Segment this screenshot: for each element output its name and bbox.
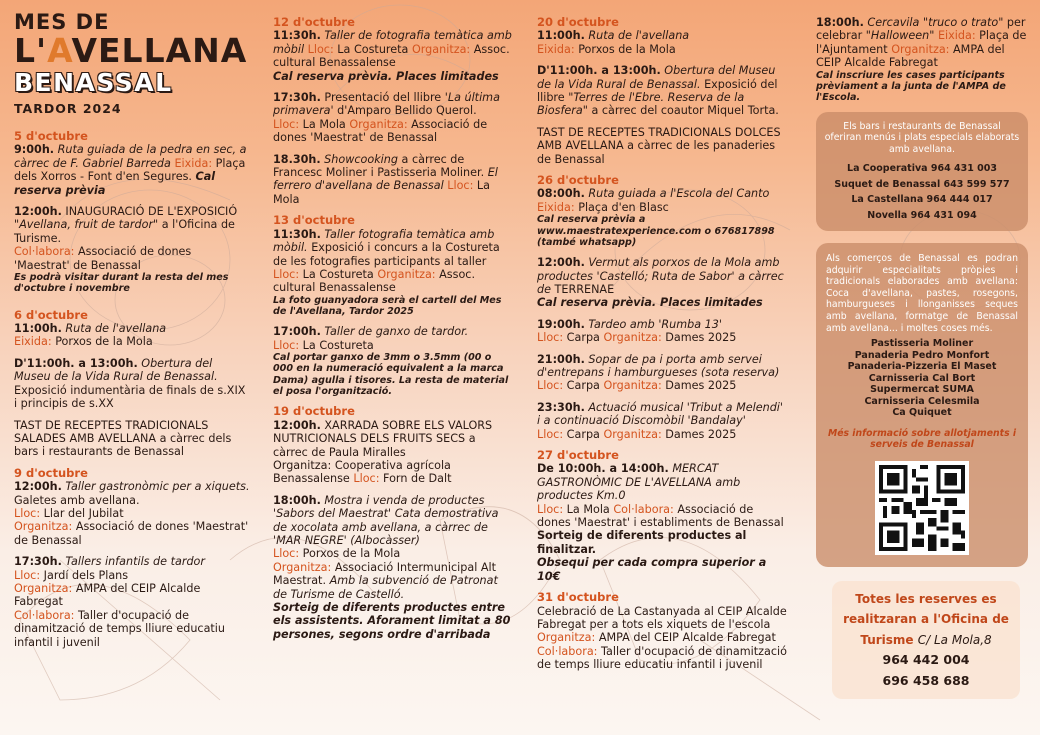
event-time: D'11:00h. a 13:00h.	[537, 64, 661, 78]
event-value: Dames 2025	[665, 331, 737, 345]
event-place: Plaça dels Xorros - Font d'en Segures.	[14, 156, 246, 184]
event-block	[273, 325, 513, 397]
event-block	[14, 322, 250, 349]
event-value: Amb la subvenció de Patronat de Turisme de Castelló.	[273, 574, 498, 601]
event-label: Organitza:	[349, 117, 408, 131]
event-block: TAST DE RECEPTES TRADICIONALS DOLCES AMB AVELLANA a càrrec de les panaderies de Benassal	[537, 125, 781, 166]
event-value: Taller d'ocupació de dinamització de temps lliure educatiu infantil i juvenil	[537, 644, 787, 672]
event-title: Showcooking	[324, 152, 398, 166]
event-label: Eixida:	[174, 156, 213, 170]
event-value: Dames 2025	[665, 379, 737, 393]
event-place: Porxos de la Mola	[55, 335, 153, 349]
event-time: 17:30h.	[14, 555, 62, 569]
event-block	[537, 256, 789, 310]
event-text: a càrrec de Francesc Moliner i Pastisseria Moliner.	[273, 152, 485, 180]
event-label: Organitza:	[537, 631, 596, 645]
event-label: Lloc:	[273, 117, 300, 131]
list-item: Pastisseria Moliner	[870, 338, 974, 350]
date-heading: 19 d'octubre	[273, 404, 355, 419]
reservations-line: realitzaran a l'Oficina de	[843, 612, 1009, 627]
event-time: 12:00h.	[537, 256, 585, 270]
event-note: Es podrà visitar durant la resta del mes d'octubre i novembre	[14, 272, 229, 295]
event-block	[14, 143, 250, 197]
event-block	[537, 462, 789, 583]
event-label: Organitza:	[273, 458, 332, 472]
column-4	[816, 16, 1028, 699]
restaurants-box	[816, 112, 1028, 232]
event-time: 12:00h.	[14, 480, 62, 494]
event-text: TERRENAE	[554, 282, 615, 296]
list-item: Ca Quiquet	[892, 407, 952, 419]
event-value: Taller d'ocupació de dinamització de temps lliure educatiu infantil i juvenil	[14, 608, 226, 649]
date-heading: 27 d'octubre	[537, 448, 619, 463]
event-subtitle: 'Rumba 13'	[658, 317, 722, 331]
event-label: Eixida:	[937, 29, 976, 43]
event-value: Jardí dels Plans	[43, 568, 129, 582]
event-label: Eixida:	[537, 200, 575, 214]
event-value: AMPA del CEIP Alcalde Fabregat	[598, 631, 776, 645]
event-block	[537, 605, 789, 672]
event-note: Cal portar ganxo de 3mm o 3.5mm (00 o 000 en la numeració equivalent a la marca Dama) agulla i tisores. La resta de material el posa l'organització.	[273, 352, 509, 398]
event-block	[537, 29, 789, 56]
reservations-line: Totes les reserves es	[855, 591, 997, 606]
event-block	[537, 401, 789, 441]
event-value: La Mola	[566, 502, 610, 516]
event-place: Plaça d'en Blasc	[578, 200, 669, 214]
event-block	[273, 91, 513, 145]
event-text: per celebrar	[816, 16, 1026, 43]
tourism-office-address: C/ La Mola,8	[917, 632, 992, 647]
list-item: La Cooperativa 964 431 003	[847, 163, 997, 175]
event-place: Plaça de l'Ajuntament	[816, 29, 1027, 56]
event-time: 18:00h.	[273, 493, 321, 507]
list-item: Carnisseria Celesmila	[864, 395, 980, 407]
event-value: Carpa	[566, 379, 600, 393]
event-value: La Mola	[273, 179, 491, 206]
event-value: Dames 2025	[665, 427, 737, 441]
event-note: Sorteig de diferents productes entre els assistents. Aforament limitat a 80 persones, segons ordre d'arribada	[273, 601, 511, 641]
date-heading: 31 d'octubre	[537, 590, 619, 605]
event-title: Obertura del Museu de la Vida Rural de Benassal.	[14, 356, 218, 384]
reservations-box	[832, 581, 1020, 700]
event-time: 9:00h.	[14, 143, 55, 157]
event-block: TAST DE RECEPTES TRADICIONALS SALADES AMB AVELLANA a càrrec dels bars i restaurants de Benassal	[14, 418, 232, 459]
event-title: Ruta de l'avellana	[588, 29, 690, 43]
event-value: AMPA del CEIP Alcalde Fabregat	[816, 42, 1005, 70]
event-title: Taller fotografia temàtica amb mòbil.	[273, 227, 495, 255]
event-title: Ruta guiada de la pedra en sec, a càrrec de F. Gabriel Barreda	[14, 143, 247, 170]
event-label: Col·labora:	[14, 608, 75, 622]
event-value: Llar del Jubilat	[43, 506, 124, 520]
event-block	[816, 16, 1028, 104]
event-label: Organitza:	[603, 427, 662, 441]
event-text: a càrrec del coautor Miquel Torta.	[591, 104, 779, 118]
event-subtitle: "Terres de l'Ebre. Reserva de la Biosfera"	[537, 91, 745, 118]
list-item: Novella 964 431 094	[867, 209, 977, 221]
title-apostrophe: L'	[14, 31, 48, 70]
event-value: Cooperativa agrícola Benassalense	[273, 458, 451, 486]
event-time: 19:00h.	[537, 317, 585, 331]
event-note: La foto guanyadora serà el cartell del Mes de l'Avellana, Tardor 2025	[273, 294, 502, 318]
event-block	[537, 64, 789, 118]
event-value: Associació de dones 'Maestrat' de Benassal	[14, 520, 249, 547]
event-label: Organitza:	[411, 42, 471, 56]
event-text: Exposició i concurs a la Costureta de les fotografies participants al taller	[273, 241, 500, 268]
event-label: Lloc:	[14, 506, 41, 520]
event-time: D'11:00h. a 13:00h.	[14, 356, 138, 370]
event-text: a l'Oficina de Turisme.	[14, 218, 235, 245]
event-time: 21:00h.	[537, 352, 585, 366]
event-value: Associació de dones 'Maestrat' de Benassal	[14, 245, 192, 272]
event-value: Associació de dones 'Maestrat' i establiments de Benassal	[537, 502, 784, 530]
event-value: La Mola	[302, 117, 346, 131]
restaurants-list	[824, 161, 1020, 223]
event-value: Carpa	[566, 331, 600, 345]
shops-text: Als comerços de Benassal es podran adquirir especialitats pròpies i tradicionals elaborades amb avellana: Coca d'avellana, pastes, rosegons, hamburgueses i llonganisses seques amb avellana, formatge de Benassal amb avellana... i moltes coses més.	[826, 253, 1018, 334]
event-subtitle: "Avellana, fruit de tardor"	[14, 218, 159, 232]
event-note: Sorteig de diferents productes al finalitzar.	[537, 529, 747, 556]
phone-number[interactable]: 696 458 688	[882, 672, 970, 688]
event-value: Assoc. cultural Benassalense	[273, 42, 510, 70]
event-text: Exposició indumentària de finals de s.XIX i principis de s.XX	[14, 383, 246, 411]
event-text: d'Amparo Bellido Querol.	[337, 104, 477, 118]
event-label: Lloc:	[537, 379, 564, 393]
event-title: Obertura del Museu de la Vida Rural de Benassal.	[537, 64, 776, 91]
date-heading: 26 d'octubre	[537, 173, 619, 188]
event-label: Lloc:	[537, 427, 564, 441]
event-label: Organitza:	[14, 520, 73, 534]
event-title: Tardeo amb	[588, 317, 655, 331]
event-block	[14, 205, 250, 295]
event-block	[537, 187, 789, 248]
event-time: 11:00h.	[14, 322, 62, 336]
event-time: 23:30h.	[537, 400, 585, 414]
shops-box	[816, 243, 1028, 567]
event-label: Organitza:	[273, 560, 332, 574]
event-place: Porxos de la Mola	[578, 42, 676, 56]
event-label: Lloc:	[447, 179, 474, 193]
event-label: Eixida:	[537, 42, 575, 56]
event-value: La Costureta	[302, 338, 374, 352]
restaurants-text: Els bars i restaurants de Benassal oferiran menús i plats especials elaborats amb avellana.	[824, 120, 1020, 155]
event-title: XARRADA SOBRE ELS VALORS NUTRICIONALS DELS FRUITS SECS a càrrec de Paula Miralles	[273, 418, 493, 459]
title-avellana	[14, 31, 250, 70]
event-block	[273, 228, 513, 318]
event-block	[273, 29, 513, 83]
event-time: 11:00h.	[537, 29, 585, 43]
event-time: 18:00h.	[816, 16, 864, 29]
event-label: Organitza:	[603, 331, 662, 345]
list-item: Carnisseria Cal Bort	[868, 372, 976, 384]
event-subtitle: "Halloween"	[865, 29, 935, 43]
event-time: 17:30h.	[273, 91, 321, 105]
event-note: Cal reserva prèvia	[14, 170, 216, 197]
event-value: La Costureta	[302, 267, 374, 281]
date-heading: 20 d'octubre	[537, 15, 619, 29]
event-title: Presentació del llibre	[324, 91, 442, 105]
event-value: Assoc. cultural Benassalense	[273, 267, 476, 295]
event-block	[14, 357, 250, 411]
event-subtitle: 'La última primavera'	[273, 91, 500, 118]
event-block	[537, 353, 789, 393]
event-title: Sopar de pa i porta amb servei d'entrepans i hamburgueses (sota reserva)	[537, 352, 780, 380]
event-title: Taller de fotografia temàtica amb mòbil	[273, 29, 512, 56]
qr-code-icon	[879, 465, 965, 551]
event-block	[273, 419, 513, 486]
event-label: Lloc:	[537, 331, 564, 345]
event-time: 08:00h.	[537, 187, 585, 201]
event-label: Organitza:	[377, 267, 436, 281]
event-label: Lloc:	[353, 472, 380, 486]
event-title: Ruta guiada a l'Escola del Canto	[588, 187, 770, 201]
event-time: 12:00h.	[14, 205, 62, 219]
tourism-office-label: Turisme	[860, 632, 914, 647]
event-note: Cal inscriure les cases participants prèviament a la junta de l'AMPA de l'Escola.	[816, 69, 1006, 104]
event-value: La Costureta	[337, 42, 409, 56]
event-title: Mostra i venda de productes 'Sabors del Maestrat'	[273, 493, 485, 521]
column-2	[273, 16, 513, 649]
event-value: Carpa	[566, 427, 600, 441]
event-title: Taller de ganxo de tardor.	[324, 325, 469, 339]
list-item: La Castellana 964 444 017	[851, 194, 993, 206]
event-value: Forn de Dalt	[383, 472, 452, 486]
event-value: AMPA del CEIP Alcalde Fabregat	[14, 581, 201, 609]
event-note: Obsequi per cada compra superior a 10€	[537, 556, 767, 583]
date-heading: 5 d'octubre	[14, 129, 88, 143]
list-item: Panaderia Pedro Monfort	[854, 349, 990, 361]
event-label: Lloc:	[14, 568, 41, 582]
event-block	[273, 153, 513, 207]
event-text: Galetes amb avellana.	[14, 493, 140, 507]
event-title: MERCAT GASTRONÒMIC DE L'AVELLANA amb productes Km.0	[537, 462, 741, 503]
column-1	[14, 0, 250, 657]
list-item: Panaderia-Pizzeria El Maset	[847, 361, 997, 373]
event-label: Lloc:	[537, 502, 564, 516]
event-label: Col·labora:	[14, 245, 75, 259]
event-note: Cal reserva prèvia. Places limitades	[273, 69, 499, 83]
event-time: 11:30h.	[273, 227, 321, 241]
event-label: Organitza:	[14, 581, 73, 595]
list-item: Suquet de Benassal 643 599 577	[834, 178, 1010, 190]
event-text: Cata demostrativa de xocolata amb avellana, a càrrec de 'MAR NEGRE' (Albocàsser)	[273, 507, 499, 547]
event-title: Celebració de La Castanyada al CEIP Alcalde Fabregat per a tots els xiquets de l'escola	[537, 604, 787, 631]
event-label: Organitza:	[603, 379, 662, 393]
event-title: Taller gastronòmic per a xiquets.	[65, 480, 250, 494]
event-text: Exposició del llibre	[537, 77, 778, 105]
event-label: Lloc:	[307, 42, 334, 56]
event-time: 11:30h.	[273, 29, 321, 43]
title-benassal: BENASSAL	[14, 68, 173, 97]
event-note: Cal reserva prèvia a www.maestratexperience.com o 676817898 (també whatsapp)	[537, 214, 775, 248]
date-heading: 9 d'octubre	[14, 465, 88, 480]
event-label: Organitza:	[891, 42, 950, 56]
event-block	[537, 318, 789, 345]
event-block	[14, 555, 250, 649]
event-title: Actuació musical 'Tribut a Melendi' i a continuació Discomòbil 'Bandalay'	[537, 400, 783, 428]
event-title: Cercavila "truco o trato"	[867, 16, 1004, 29]
event-block	[14, 480, 250, 547]
event-value: Associació de dones 'Maestrat' de Benassal	[273, 117, 488, 145]
title-mes-de: MES DE	[14, 10, 110, 34]
title-rest: VELLANA	[71, 31, 248, 70]
event-note: Cal reserva prèvia. Places limitades	[537, 296, 763, 310]
shops-list	[826, 338, 1018, 419]
event-label: Lloc:	[273, 547, 300, 561]
event-value: Porxos de la Mola	[302, 547, 401, 561]
date-heading: 6 d'octubre	[14, 307, 88, 322]
reservations-line	[838, 630, 1014, 651]
phone-number[interactable]: 964 442 004	[882, 652, 970, 668]
date-heading: 12 d'octubre	[273, 15, 355, 29]
event-label: Lloc:	[273, 338, 300, 352]
event-label: Col·labora:	[613, 502, 674, 516]
event-subtitle: El ferrero d'avellana de Benassal	[273, 166, 498, 193]
list-item: Supermercat SUMA	[870, 384, 974, 396]
event-label: Lloc:	[273, 267, 300, 281]
column-3	[537, 16, 789, 680]
event-title: INAUGURACIÓ DE L'EXPOSICIÓ	[65, 205, 238, 219]
event-title: Ruta de l'avellana	[65, 322, 167, 336]
event-block	[273, 494, 513, 641]
event-time: De 10:00h. a 14:00h.	[537, 462, 669, 476]
event-time: 12:00h.	[273, 418, 321, 432]
event-time: 17:00h.	[273, 325, 321, 339]
event-title: Vermut als porxos de la Mola amb productes 'Castelló; Ruta de Sabor' a càrrec de	[537, 256, 784, 296]
title-season: TARDOR 2024	[14, 101, 122, 116]
event-label: Col·labora:	[537, 644, 598, 658]
title-accent-letter: A	[47, 31, 72, 70]
event-time: 18.30h.	[273, 152, 321, 166]
event-label: Eixida:	[14, 335, 52, 349]
event-title: Tallers infantils de tardor	[65, 555, 205, 569]
event-value: Associació Intermunicipal Alt Maestrat.	[273, 560, 497, 588]
date-heading: 13 d'octubre	[273, 213, 355, 228]
qr-code[interactable]	[875, 461, 969, 555]
more-info-text: Més informació sobre allotjaments i serveis de Benassal	[827, 427, 1017, 451]
